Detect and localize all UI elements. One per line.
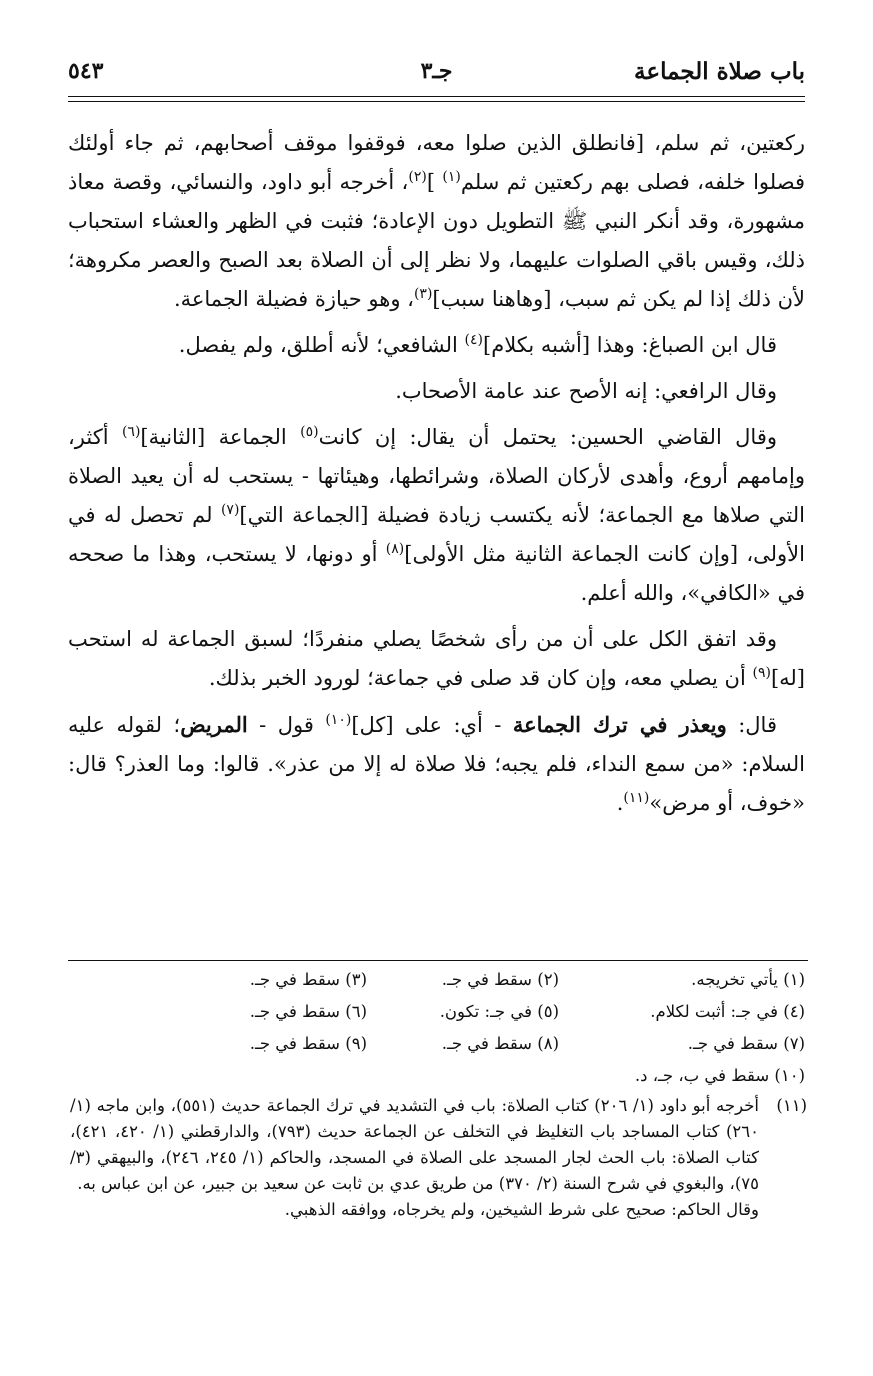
footnote-8: (٨) سقط في جـ.: [441, 1034, 559, 1053]
footnote-ref[interactable]: (١١): [623, 790, 650, 806]
text-run: ، وهو حيازة فضيلة الجماعة.: [173, 287, 414, 311]
header-rule-bottom: [68, 101, 805, 102]
footnote-7: (٧) سقط في جـ.: [687, 1034, 805, 1053]
footnote-separator: [68, 960, 808, 961]
text-run: قول -: [247, 713, 326, 737]
footnote-ref[interactable]: (٦): [121, 424, 141, 440]
text-run: أكثر، وإمامهم أروع، وأهدى لأركان الصلاة، وشرائطها، وهيئاتها - يستحب له أن يعيد الصلاة التي صلاها مع الجماعة؛ لأنه يكتسب زيادة فضيلة [الجماعة التي]: [68, 425, 805, 527]
page-number: ٥٤٣: [68, 58, 104, 84]
text-run: ، أخرجه أبو داود، والنسائي، وقصة معاذ مشهورة، وقد أنكر النبي ﷺ التطويل دون الإعادة؛ فثبت في الظهر والعشاء استحباب ذلك، وقيس باقي الصلوات عليهما، ولا نظر إلى أن الصلاة بعد الصبح والعصر مكروهة؛ لأن ذلك إذا لم يكن ثم سبب، [وهاهنا سبب]: [68, 170, 805, 311]
footnote-number: (١١): [776, 1096, 807, 1115]
text-run: أو دونها، لا يستحب، وهذا ما صححه في «الكافي»، والله أعلم.: [68, 542, 805, 605]
bold-matn-text: المريض: [180, 712, 248, 737]
footnote-ref[interactable]: (١): [442, 169, 461, 185]
footnote-11: [70, 1093, 807, 1223]
running-header: [68, 58, 805, 90]
paragraph-2: [68, 326, 805, 365]
footnote-body-2: وقال الحاكم: صحيح على شرط الشيخين، ولم يخرجاه، ووافقه الذهبي.: [284, 1200, 759, 1219]
paragraph-5: [68, 620, 805, 698]
footnote-5: (٥) في جـ: تكون.: [439, 1002, 559, 1021]
text-run: أن يصلي معه، وإن كان قد صلى في جماعة؛ لورود الخبر بذلك.: [208, 666, 753, 690]
text-run: - أي: على [كل]: [351, 713, 513, 737]
footnote-10: (١٠) سقط في ب، جـ، د.: [634, 1066, 805, 1085]
footnote-ref[interactable]: (٨): [385, 541, 405, 557]
main-text: [68, 124, 805, 830]
footnote-ref[interactable]: (١٠): [325, 712, 352, 728]
text-run: ؛ لقوله عليه السلام: «من سمع النداء، فلم يجبه؛ فلا صلاة له إلا من عذر». قالوا: وما العذر؟ قال: «خوف، أو مرض»: [68, 713, 805, 815]
footnote-body: أخرجه أبو داود (١/ ٢٠٦) كتاب الصلاة: باب في التشديد في ترك الجماعة حديث (٥٥١)، وابن ماجه (١/ ٢٦٠) كتاب المساجد باب التغليظ في التخلف عن الجماعة حديث (٧٩٣)، والدارقطني (١/ ٤٢٠، ٤٢١)، كتاب الصلاة: باب الحث لجار المسجد على الصلاة في المسجد، والحاكم (١/ ٢٤٥، ٢٤٦)، والبيهقي (٣/ ٧٥)، والبغوي في شرح السنة (٢/ ٣٧٠) من طريق عدي بن ثابت عن سعيد بن جبير، عن ابن عباس به.: [70, 1096, 760, 1193]
paragraph-1: [68, 124, 805, 319]
footnote-text: [70, 1093, 759, 1223]
text-run: .: [616, 791, 624, 815]
footnote-ref[interactable]: (٧): [220, 502, 240, 518]
footnote-3: (٣) سقط في جـ.: [249, 970, 367, 989]
volume-label: جـ٣: [420, 58, 453, 84]
footnote-ref[interactable]: (٩): [752, 665, 771, 681]
footnote-9: (٩) سقط في جـ.: [249, 1034, 367, 1053]
text-run: وقال القاضي الحسين: يحتمل أن يقال: إن كانت: [318, 425, 778, 449]
footnote-2: (٢) سقط في جـ.: [441, 970, 559, 989]
text-run: الجماعة [الثانية]: [140, 425, 301, 449]
footnote-ref[interactable]: (٢): [408, 169, 427, 185]
text-run: قال ابن الصباغ: وهذا [أشبه بكلام]: [483, 333, 777, 357]
footnote-4: (٤) في جـ: أثبت لكلام.: [650, 1002, 805, 1021]
paragraph-4: [68, 418, 805, 613]
text-run: ]: [426, 170, 443, 194]
footnote-ref[interactable]: (٤): [464, 332, 484, 348]
footnote-ref[interactable]: (٣): [413, 286, 433, 302]
text-run: وقد اتفق الكل على أن من رأى شخصًا يصلي منفردًا؛ لسبق الجماعة له استحب [له]: [68, 627, 805, 690]
header-rule-top: [68, 96, 805, 97]
text-run: الشافعي؛ لأنه أطلق، ولم يفصل.: [178, 333, 465, 357]
footnote-1: (١) يأتي تخريجه.: [691, 970, 805, 989]
text-run: قال:: [726, 713, 777, 737]
text-run: ركعتين، ثم سلم، [فانطلق الذين صلوا معه، فوقفوا موقف أصحابهم، ثم جاء أولئك فصلوا خلفه، فصلى بهم ركعتين ثم سلم: [68, 131, 805, 194]
paragraph-3: وقال الرافعي: إنه الأصح عند عامة الأصحاب.: [395, 379, 777, 403]
footnote-6: (٦) سقط في جـ.: [249, 1002, 367, 1021]
text-run: لم تحصل له في الأولى، [وإن كانت الجماعة الثانية مثل الأولى]: [68, 503, 805, 566]
paragraph-6: [68, 705, 805, 823]
chapter-title: باب صلاة الجماعة: [634, 58, 805, 85]
footnote-ref[interactable]: (٥): [300, 424, 319, 440]
bold-matn-text: ويعذر في ترك الجماعة: [512, 712, 727, 737]
